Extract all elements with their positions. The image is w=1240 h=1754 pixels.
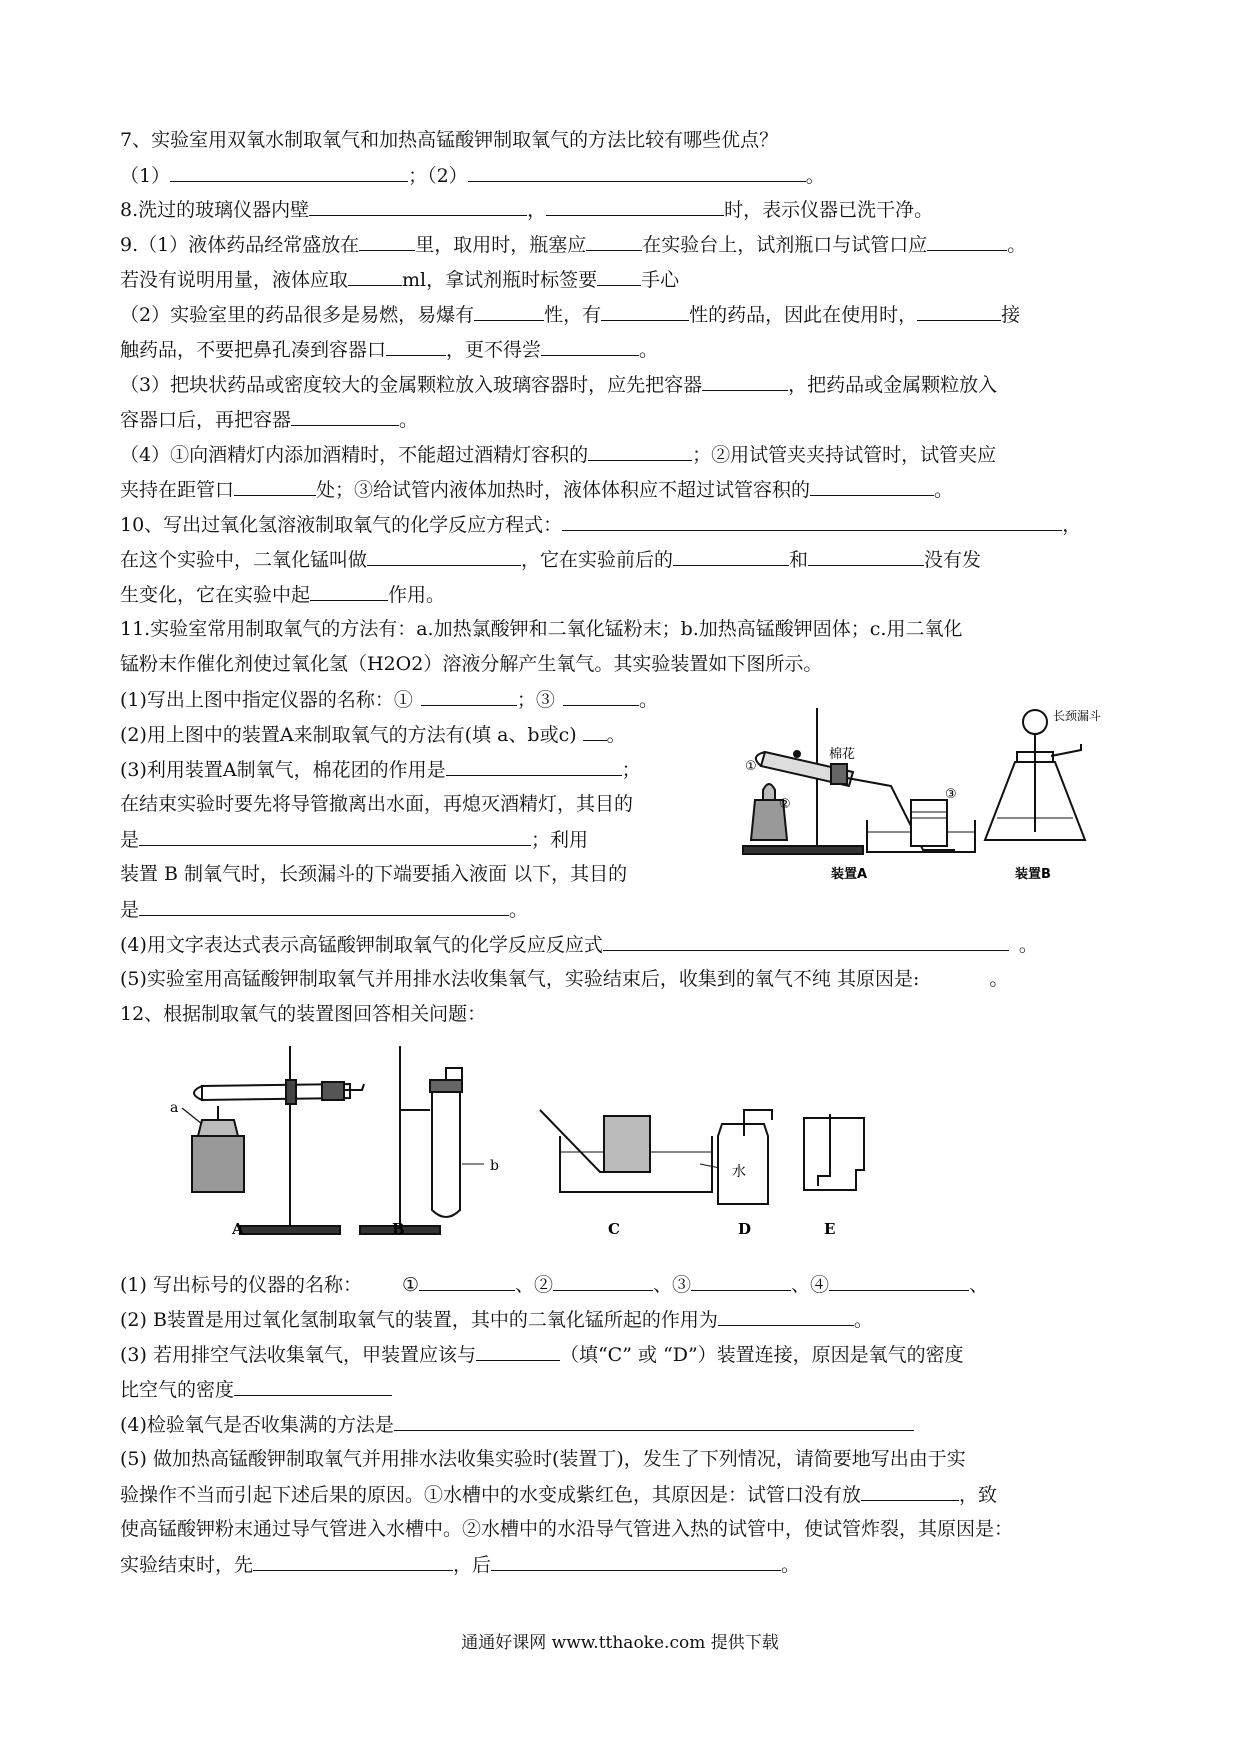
q12-blank[interactable] [491,1552,781,1571]
q12-part-5c: 使高锰酸钾粉末通过导气管进入水槽中。②水槽中的水沿导气管进入热的试管中，使试管炸裂，其原因是： [120,1518,1014,1540]
q11-text: (5)实验室用高锰酸钾制取氧气并用排水法收集氧气，实验结束后，收集到的氧气不纯 其原因是: [120,968,920,990]
q9-text: 若没有说明用量，液体应取 [120,269,349,291]
q11-text: 。 [1018,934,1038,956]
label-water: 水 [732,1164,746,1180]
q12-apparatus-figure [140,1040,920,1250]
caption-a: 装置A [831,867,868,882]
q12-text: （填“C” 或 “D”）装置连接，原因是氧气的密度 [559,1344,964,1366]
caption-B: B [392,1220,405,1238]
q9-line-4 [120,337,658,362]
q11-stem-1: 11.实验室常用制取氧气的方法有：a.加热氯酸钾和二氧化锰粉末；b.加热高锰酸钾固体；c.用二氧化 [120,618,963,640]
q10-text: 和 [789,549,809,571]
q11-part-3b: 在结束实验时要先将导管撤离出水面，再熄灭酒精灯，其目的 [120,793,634,815]
q12-blank[interactable] [718,1307,854,1326]
q7-answers [120,163,825,188]
q9-blank[interactable] [597,267,641,286]
q11-text: (2)用上图中的装置A来制取氧气的方法有(填 a、b或c) [120,724,577,746]
q9-text: 。 [399,409,419,431]
q10-text: 没有发 [924,549,982,571]
q9-text: 容器口后，再把容器 [120,409,292,431]
q9-text: 9.（1）液体药品经常盛放在 [120,234,360,256]
q10-line-2 [120,547,981,572]
q10-text: ，它在实验前后的 [521,549,674,571]
q12-part-4 [120,1412,914,1437]
q9-text: 性，有 [544,304,602,326]
q11-text: 。 [509,899,529,921]
q9-text: 。 [639,339,659,361]
q11-part-3e [120,897,528,922]
q9-line-6 [120,407,418,432]
q8-blank-2[interactable] [546,197,724,216]
q9-line-3 [120,302,1020,327]
q9-blank[interactable] [588,442,692,461]
label-a: a [170,1100,179,1116]
q11-part-3d: 装置 B 制氧气时，长颈漏斗的下端要插入液面 以下，其目的 [120,863,628,885]
q9-blank[interactable] [702,372,788,391]
q11-part-3a [120,757,641,782]
caption-b: 装置B [1015,867,1051,882]
label-1: ① [745,759,757,774]
q9-blank[interactable] [810,477,934,496]
q12-text: ，后 [453,1554,492,1576]
q11-text: 。 [606,724,626,746]
q12-text: (2) B装置是用过氧化氢制取氧气的装置，其中的二氧化锰所起的作用为 [120,1309,718,1331]
q11-text: (1)写出上图中指定仪器的名称：① [120,689,413,711]
q12-part-5b [120,1482,997,1507]
q8-line [120,197,933,222]
q12-blank[interactable] [829,1272,969,1291]
q7-blank-1[interactable] [170,163,408,182]
label-b: b [490,1158,499,1174]
q12-text: 实验结束时，先 [120,1554,254,1576]
q7-blank-2[interactable] [468,163,806,182]
q9-blank[interactable] [927,232,1007,251]
q9-text: 夹持在距管口 [120,479,235,501]
q12-blank[interactable] [691,1272,791,1291]
q11-text: ；利用 [531,829,589,851]
q9-blank[interactable] [348,267,402,286]
q12-blank[interactable] [234,1377,392,1396]
q10-blank[interactable] [367,547,521,566]
q12-text: (4)检验氧气是否收集满的方法是 [120,1414,394,1436]
q9-line-1 [120,232,1026,257]
q12-part-1 [120,1272,988,1297]
q9-line-2 [120,267,679,292]
q12-text: ，致 [959,1484,998,1506]
q12-blank[interactable] [553,1272,653,1291]
q11-text: 是 [120,829,140,851]
q7-label-2: ；（2） [408,165,468,187]
q12-part-5d [120,1552,800,1577]
q11-blank[interactable] [603,932,1009,951]
q10-text: ， [1062,514,1082,536]
q11-part-4 [120,932,1038,957]
q9-text: ml，拿试剂瓶时标签要 [402,269,598,291]
q10-text: 在这个实验中，二氧化锰叫做 [120,549,368,571]
q12-text: 、 [969,1274,989,1296]
q9-text: 触药品，不要把鼻孔凑到容器口 [120,339,387,361]
q12-text: ① [401,1274,420,1296]
q9-text: 处；③给试管内液体加热时，液体体积应不超过试管容积的 [316,479,811,501]
q9-text: （4）①向酒精灯内添加酒精时，不能超过酒精灯容积的 [120,444,589,466]
q11-text: (3)利用装置A制氧气，棉花团的作用是 [120,759,446,781]
q9-blank[interactable] [386,337,446,356]
q7-label-1: （1） [120,165,171,187]
q9-text: 。 [1007,234,1027,256]
q9-text: 手心 [641,269,680,291]
q10-line-3 [120,582,445,607]
q9-text: ，把药品或金属颗粒放入 [788,374,998,396]
q7-end: 。 [805,165,825,187]
q9-blank[interactable] [359,232,415,251]
q12-part-3b [120,1377,392,1402]
q9-line-8 [120,477,953,502]
q11-part-5 [120,967,1008,991]
q11-text: ； [621,759,641,781]
q8-text-a: 8.洗过的玻璃仪器内壁 [120,199,310,221]
q9-blank[interactable] [586,232,642,251]
q9-text: 。 [934,479,954,501]
caption-D: D [738,1220,752,1238]
q12-text: 、② [515,1274,554,1296]
q9-blank[interactable] [601,302,689,321]
q9-text: 性的药品，因此在使用时， [689,304,918,326]
label-cotton: 棉花 [829,747,856,762]
q10-blank[interactable] [310,582,388,601]
q9-text: （2）实验室里的药品很多是易燃，易爆有 [120,304,475,326]
q9-text: ；②用试管夹夹持试管时，试管夹应 [692,444,997,466]
q7-stem: 7、实验室用双氧水制取氧气和加热高锰酸钾制取氧气的方法比较有哪些优点？ [120,129,779,151]
q10-text: 生变化，它在实验中起 [120,584,311,606]
q11-apparatus-figure [735,700,1115,890]
q10-line-1 [120,512,1081,537]
q10-blank[interactable] [808,547,924,566]
q9-text: 接 [1001,304,1021,326]
q12-text: 、④ [791,1274,830,1296]
q11-part-3c [120,827,588,852]
q10-blank[interactable] [673,547,789,566]
q12-text: 。 [781,1554,801,1576]
q11-part-2 [120,722,626,747]
q12-part-5a: (5) 做加热高锰酸钾制取氧气并用排水法收集实验时(装置丁)，发生了下列情况，请简要地写出由于实 [120,1448,966,1470]
q12-blank[interactable] [476,1342,560,1361]
q12-blank[interactable] [253,1552,453,1571]
q12-text: (3) 若用排空气法收集氧气，甲装置应该与 [120,1344,476,1366]
iron-stand-base [743,846,863,854]
q10-text: 10、写出过氧化氢溶液制取氧气的化学反应方程式： [120,514,563,536]
q12-blank[interactable] [394,1412,914,1431]
q12-text: 比空气的密度 [120,1379,235,1401]
q11-blank[interactable] [139,897,509,916]
q12-text: 验操作不当而引起下述后果的原因。①水槽中的水变成紫红色，其原因是：试管口没有放 [120,1484,862,1506]
q9-blank[interactable] [234,477,316,496]
q9-blank[interactable] [474,302,544,321]
q12-text: (1) 写出标号的仪器的名称： [120,1274,362,1296]
q9-blank[interactable] [291,407,399,426]
q12-blank[interactable] [419,1272,515,1291]
label-2: ② [779,797,791,812]
q12-part-2 [120,1307,873,1332]
q11-blank[interactable] [139,827,531,846]
q12-blank[interactable] [861,1482,959,1501]
q9-text: （3）把块状药品或密度较大的金属颗粒放入玻璃容器时，应先把容器 [120,374,703,396]
q11-blank[interactable] [583,722,607,741]
q9-blank[interactable] [541,337,639,356]
q8-blank-1[interactable] [309,197,527,216]
q12-part-3a [120,1342,964,1367]
q11-text: 。 [989,968,1009,990]
q12-text: 。 [853,1309,873,1331]
label-3: ③ [945,787,957,802]
q12-text: 、③ [653,1274,692,1296]
q9-text: 里，取用时，瓶塞应 [415,234,587,256]
q11-text: (4)用文字表达式表示高锰酸钾制取氧气的化学反应反应式 [120,934,603,956]
q11-stem-2: 锰粉末作催化剂使过氧化氢（H2O2）溶液分解产生氧气。其实验装置如下图所示。 [120,653,823,675]
q11-part-1 [120,687,658,712]
q8-text-b: ， [527,199,547,221]
page-footer: 通通好课网 www.tthaoke.com 提供下载 [461,1633,779,1653]
q12-title: 12、根据制取氧气的装置图回答相关问题： [120,1003,487,1025]
q11-blank[interactable] [563,687,639,706]
q11-text: 是 [120,899,140,921]
q10-text: 作用。 [388,584,446,606]
caption-C: C [608,1220,620,1238]
caption-E: E [824,1220,836,1238]
label-funnel: 长颈漏斗 [1053,709,1102,723]
q11-blank[interactable] [446,757,622,776]
q11-text: ；③ [516,689,555,711]
q9-text: ，更不得尝 [446,339,542,361]
q10-blank[interactable] [562,512,1062,531]
q8-text-c: 时，表示仪器已洗干净。 [724,199,934,221]
q11-blank[interactable] [421,687,517,706]
q9-blank[interactable] [917,302,1001,321]
caption-A: A [232,1220,244,1238]
q11-text: 。 [638,689,658,711]
q9-text: 在实验台上，试剂瓶口与试管口应 [642,234,928,256]
q9-line-5 [120,372,997,397]
q9-line-7 [120,442,996,467]
